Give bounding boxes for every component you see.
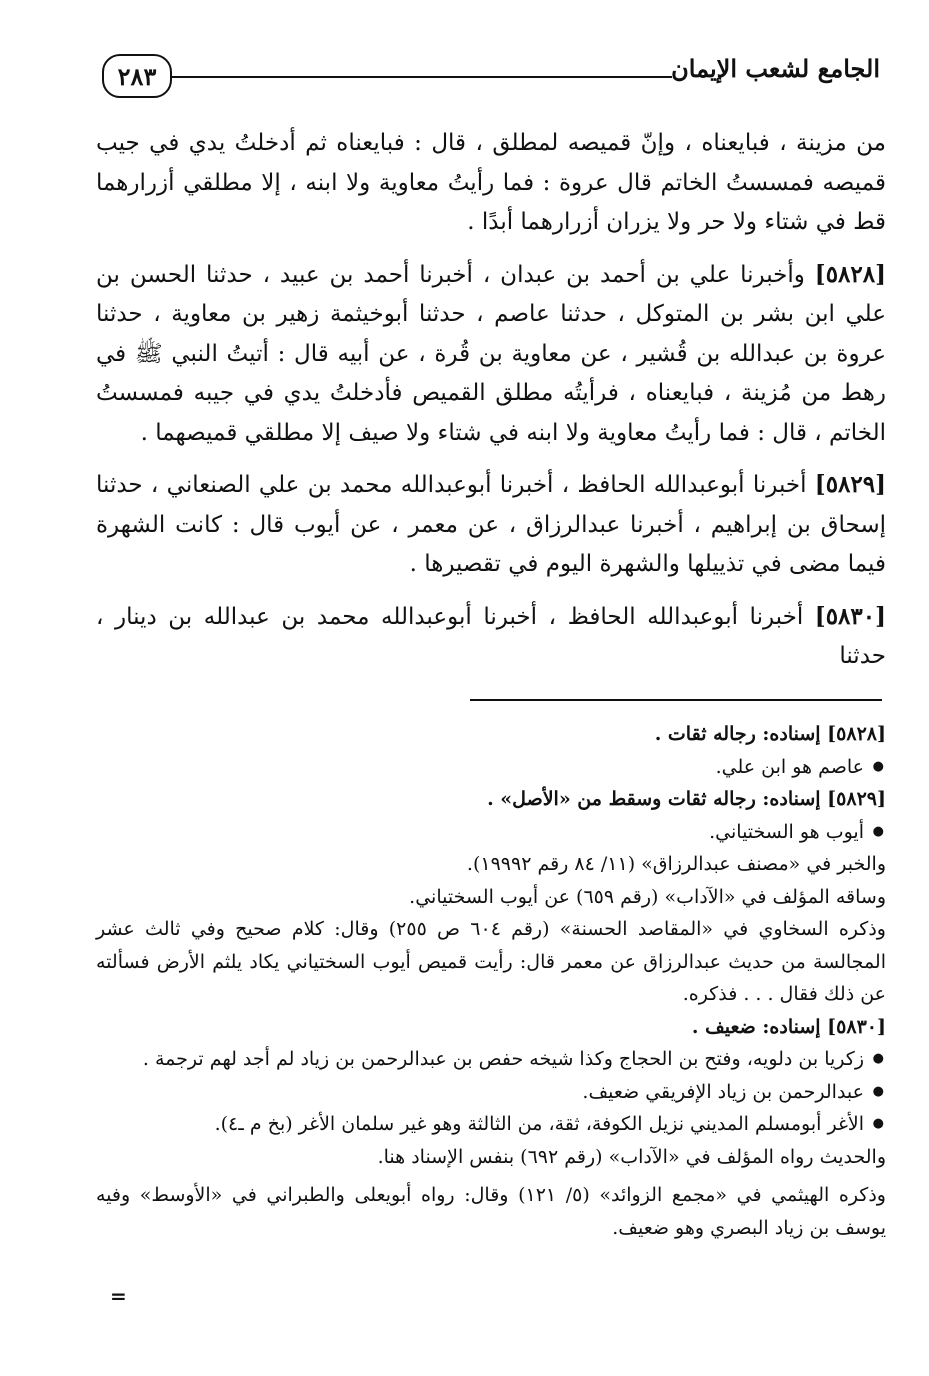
- hadith-number: [٥٨٢٩]: [814, 471, 886, 498]
- page-header: [96, 48, 880, 104]
- header-rule: [172, 76, 672, 78]
- paragraph-5830: [96, 597, 886, 677]
- hadith-number: [٥٨٣٠]: [814, 602, 886, 630]
- note-line: والخبر في «مصنف عبدالرزاق» (١١/ ٨٤ رقم ١٩٩٩٢).: [466, 853, 886, 875]
- note-5830-head: [٥٨٣٠] إسناده: ضعيف .: [691, 1015, 886, 1038]
- note-line: وذكره الهيثمي في «مجمع الزوائد» (٥/ ١٢١) وقال: رواه أبويعلى والطبراني في «الأوسط» وفيه يوسف بن زياد البصري وهو ضعيف.: [96, 1184, 886, 1239]
- footnote-separator: [470, 699, 882, 701]
- hadith-text: أخبرنا أبوعبدالله الحافظ ، أخبرنا أبوعبدالله محمد بن عبدالله بن دينار ، حدثنا: [96, 603, 886, 669]
- note-bullet: ● الأغر أبومسلم المديني نزيل الكوفة، ثقة، من الثالثة وهو غير سلمان الأغر (بخ م ـ٤).: [96, 1108, 886, 1141]
- paragraph-5828: [96, 255, 886, 454]
- main-text: [96, 124, 886, 689]
- note-5829-head: [٥٨٢٩] إسناده: رجاله ثقات وسقط من «الأصل» .: [487, 788, 886, 810]
- paragraph-5829: [96, 465, 886, 585]
- hadith-text: أخبرنا أبوعبدالله الحافظ ، أخبرنا أبوعبدالله محمد بن علي الصنعاني ، حدثنا إسحاق بن إبراهيم ، أخبرنا عبدالرزاق ، عن معمر ، عن أيوب قال : كانت الشهرة فيما مضى في تذييلها والشهرة اليوم في تقصيرها .: [96, 472, 886, 577]
- note-line: وساقه المؤلف في «الآداب» (رقم ٦٥٩) عن أيوب السختياني.: [409, 885, 886, 908]
- running-title: الجامع لشعب الإيمان: [671, 54, 880, 83]
- continuation-mark: =: [110, 1284, 127, 1308]
- hadith-text: وأخبرنا علي بن أحمد بن عبدان ، أخبرنا أحمد بن عبيد ، حدثنا الحسن بن علي ابن بشر بن المتوكل ، حدثنا عاصم ، حدثنا أبوخيثمة زهير بن معاوية ، حدثنا عروة بن عبدالله بن قُشير ، عن معاوية بن قُرة ، عن أبيه قال : أتيتُ النبي ﷺ في رهط من مُزينة ، فبايعناه ، فرأيتُه مطلق القميص فأدخلتُ يدي في جيبه فمسستُ الخاتم ، قال : فما رأيتُ معاوية ولا ابنه في شتاء ولا صيف إلا مطلقي قميصهما .: [96, 261, 886, 446]
- paragraph-continuation: من مزينة ، فبايعناه ، وإنّ قميصه لمطلق ، قال : فبايعناه ثم أدخلتُ يدي في جيب قميصه فمسستُ الخاتم قال عروة : فما رأيتُ معاوية ولا ابنه ، إلا مطلقي أزرارهما قط في شتاء ولا حر ولا يزران أزرارهما أبدًا .: [96, 130, 886, 235]
- footnotes: [96, 718, 886, 1244]
- note-bullet: ● زكريا بن دلويه، وفتح بن الحجاج وكذا شيخه حفص بن عبدالرحمن بن زياد لم أجد لهم ترجمة .: [96, 1043, 886, 1076]
- hadith-number: [٥٨٢٨]: [814, 260, 886, 288]
- note-line: وذكره السخاوي في «المقاصد الحسنة» (رقم ٦٠٤ ص ٢٥٥) وقال: كلام صحيح وفي ثالث عشر المجالسة من حديث عبدالرزاق عن معمر قال: رأيت قميص أيوب السختياني يكاد يلثم الأرض فسألته عن ذلك فقال . . . فذكره.: [96, 918, 886, 1005]
- page-number: ٢٨٣: [102, 54, 172, 98]
- note-line: والحديث رواه المؤلف في «الآداب» (رقم ٦٩٢) بنفس الإسناد هنا.: [377, 1145, 886, 1168]
- note-bullet: ● أيوب هو السختياني.: [96, 816, 886, 849]
- note-5828-head: [٥٨٢٨] إسناده: رجاله ثقات .: [654, 723, 886, 745]
- note-bullet: ● عاصم هو ابن علي.: [96, 751, 886, 784]
- note-bullet: ● عبدالرحمن بن زياد الإفريقي ضعيف.: [96, 1076, 886, 1109]
